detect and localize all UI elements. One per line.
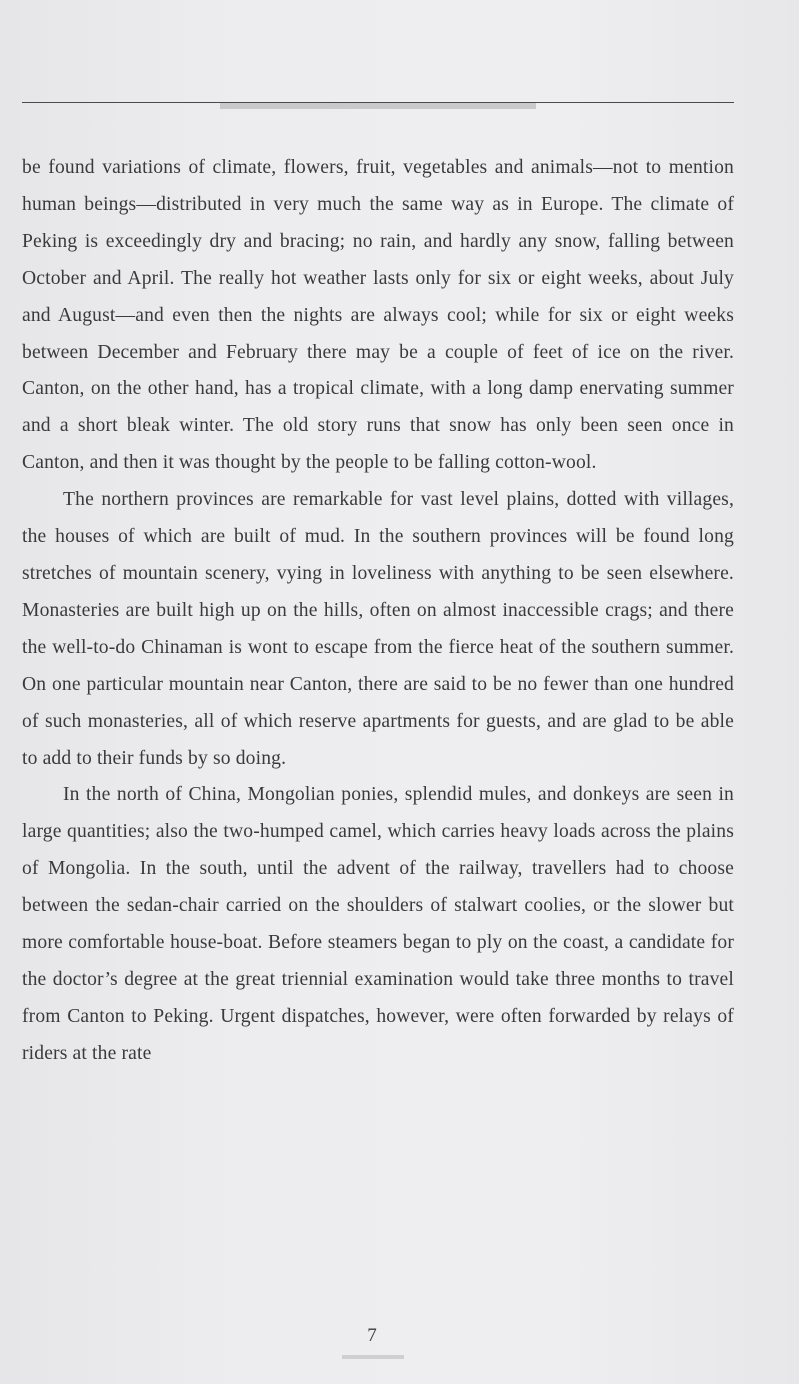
page-number-band bbox=[342, 1355, 404, 1359]
paragraph-3: In the north of China, Mongolian ponies, splendid mules, and donkeys are seen in large quantities; also the two-humped camel, which carries heavy loads across the plains of Mongolia. In the south, until the advent of the railway, travellers had to choose between the sedan-chair carried on the shoulders of stalwart coolies, or the slower but more comfortable house-boat. Before steamers began to ply on the coast, a candidate for the doctor’s degree at the great triennial examination would take three months to travel from Canton to Peking. Urgent dispatches, however, were often forwarded by relays of riders at the rate bbox=[22, 784, 734, 1064]
body-text bbox=[22, 150, 734, 1073]
paragraph-2: The northern provinces are remarkable for vast level plains, dotted with villages, the houses of which are built of mud. In the southern provinces will be found long stretches of mountain scenery, vying in loveliness with anything to be seen elsewhere. Monasteries are built high up on the hills, often on almost inaccessible crags; and there the well-to-do Chinaman is wont to escape from the fierce heat of the southern summer. On one particular mountain near Canton, there are said to be no fewer than one hundred of such monasteries, all of which reserve apartments for guests, and are glad to be able to add to their funds by so doing. bbox=[22, 489, 734, 769]
page-number: 7 bbox=[367, 1325, 377, 1346]
header-rule-band bbox=[220, 103, 536, 109]
paragraph-1: be found variations of climate, flowers, fruit, vegetables and animals—not to mention human beings—distributed in very much the same way as in Europe. The climate of Peking is exceedingly dry and bracing; no rain, and hardly any snow, falling between October and April. The really hot weather lasts only for six or eight weeks, about July and August—and even then the nights are always cool; while for six or eight weeks between December and February there may be a couple of feet of ice on the river. Canton, on the other hand, has a tropical climate, with a long damp enervating summer and a short bleak winter. The old story runs that snow has only been seen once in Canton, and then it was thought by the people to be falling cotton-wool. bbox=[22, 157, 734, 474]
